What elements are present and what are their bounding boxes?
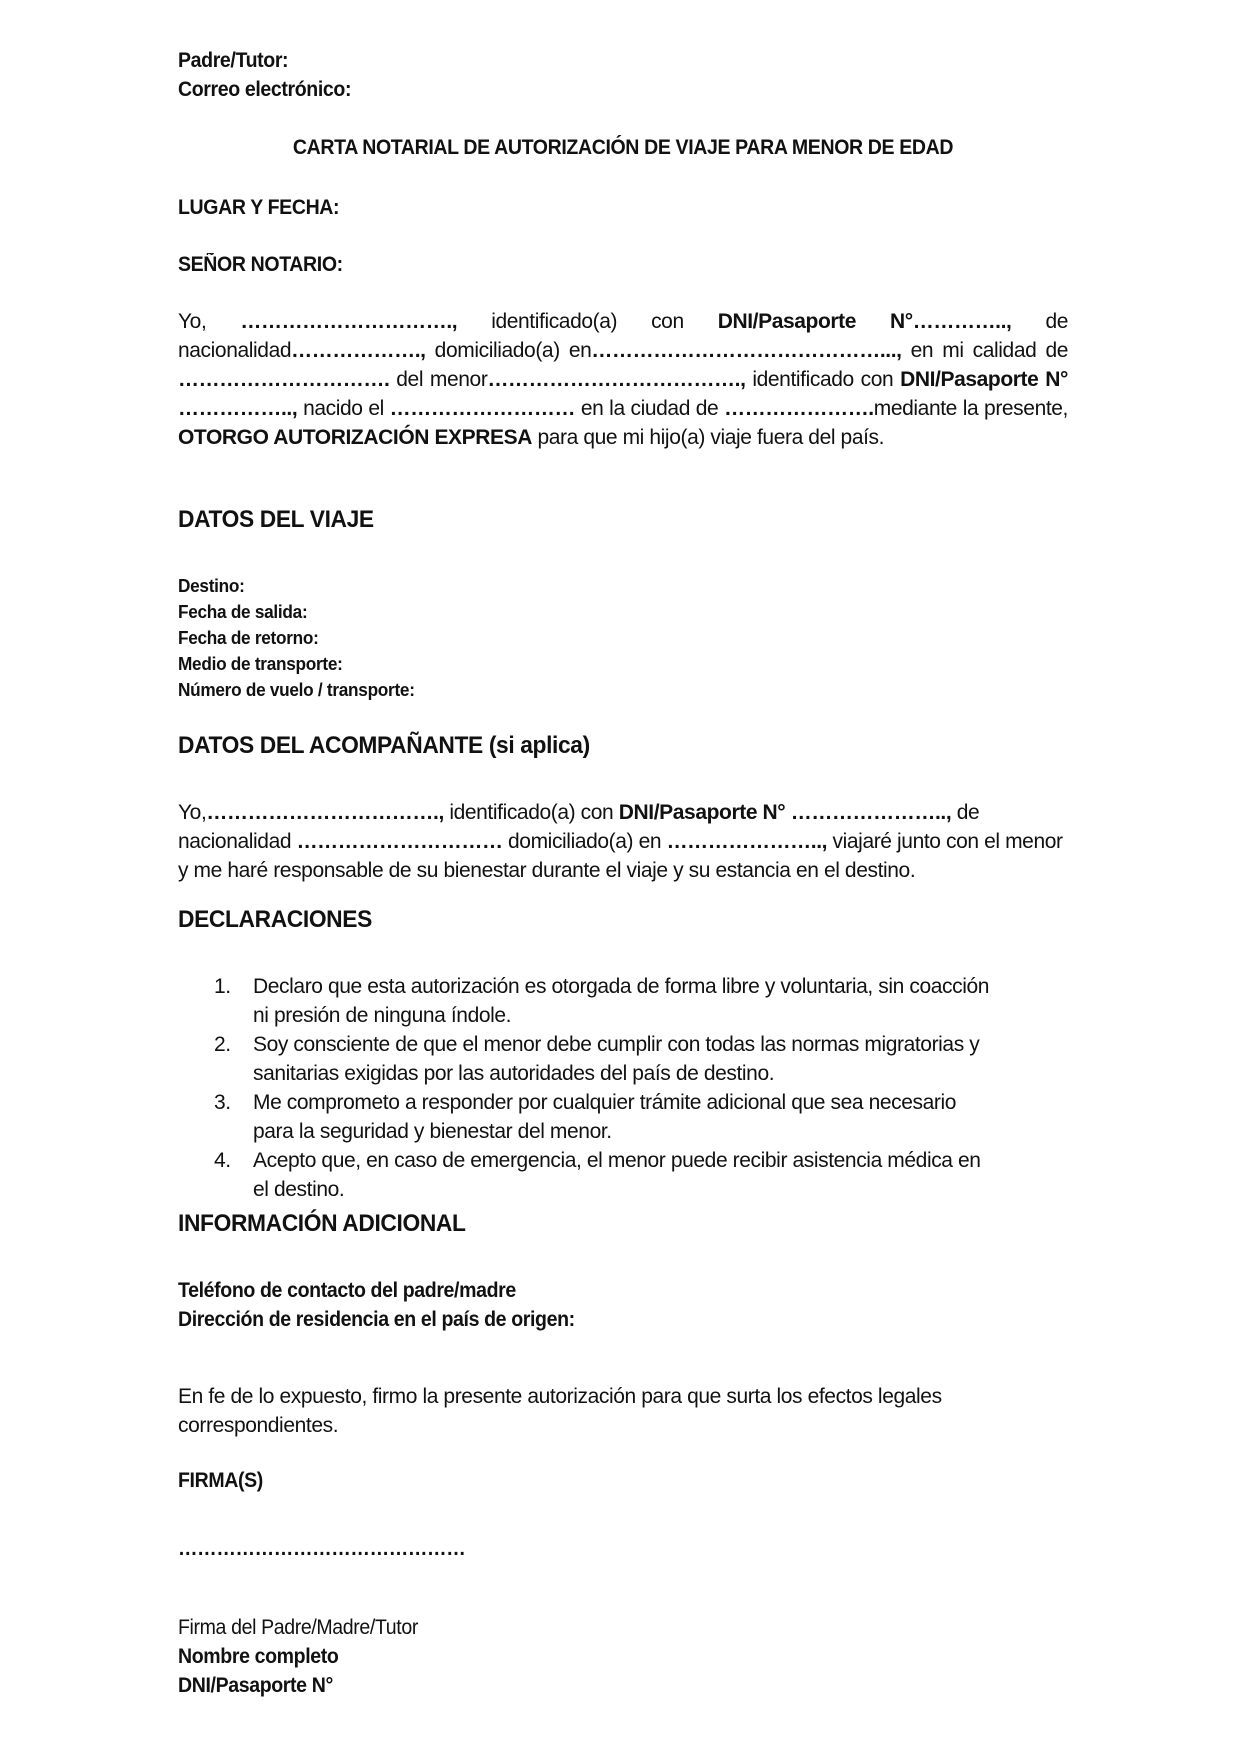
list-item: 3. Me comprometo a responder por cualquier trámite adicional que sea necesario para la seguridad y bienestar del menor.	[214, 1091, 957, 1143]
companion-paragraph: Yo,……………………………., identificado(a) con DNI/Pasaporte N° ………………….., de nacionalidad ………………………… domiciliado(a) en ………………….., viajaré junto con el menor y me haré responsable de su bienestar durante el viaje y su estancia en el destino.	[178, 801, 1063, 882]
trip-field-return: Fecha de retorno:	[178, 627, 319, 648]
trip-field-transport: Medio de transporte:	[178, 653, 343, 674]
document-title: CARTA NOTARIAL DE AUTORIZACIÓN DE VIAJE PARA MENOR DE EDAD	[292, 136, 954, 159]
additional-info-heading: INFORMACIÓN ADICIONAL	[178, 1210, 466, 1237]
closing-paragraph: En fe de lo expuesto, firmo la presente autorización para que surta los efectos legales correspondientes.	[178, 1385, 942, 1437]
trip-fields	[178, 573, 432, 703]
phone-label: Teléfono de contacto del padre/madre	[178, 1279, 516, 1302]
trip-field-flight-number: Número de vuelo / transporte:	[178, 679, 415, 700]
email-label: Correo electrónico:	[178, 78, 352, 101]
trip-heading: DATOS DEL VIAJE	[178, 506, 374, 533]
trip-field-destination: Destino:	[178, 575, 245, 596]
authorization-paragraph: Yo, …………………………., identificado(a) con DNI/Pasaporte N°………….., de nacionalidad………………., domiciliado(a) en……………………………………..., en mi calidad de …………………………. del menor………………………………., identificado con DNI/Pasaporte N° …………….., nacido el ……………………… en la ciudad de ………………….mediante la presente, OTORGO AUTORIZACIÓN EXPRESA para que mi hijo(a) viaje fuera del país.	[178, 310, 1069, 449]
declarations-list	[178, 972, 1068, 1204]
declarations-heading: DECLARACIONES	[178, 906, 372, 933]
list-item: 4. Acepto que, en caso de emergencia, el menor puede recibir asistencia médica en el destino.	[214, 1149, 981, 1201]
full-name-label: Nombre completo	[178, 1645, 339, 1668]
place-date-label: LUGAR Y FECHA:	[178, 196, 340, 219]
list-item: 2. Soy consciente de que el menor debe cumplir con todas las normas migratorias y sanitarias exigidas por las autoridades del país de destino.	[214, 1033, 980, 1085]
dni-label: DNI/Pasaporte N°	[178, 1674, 333, 1697]
signature-heading: FIRMA(S)	[178, 1469, 263, 1492]
address-label: Dirección de residencia en el país de origen:	[178, 1308, 575, 1331]
notary-label: SEÑOR NOTARIO:	[178, 253, 343, 276]
signature-caption: Firma del Padre/Madre/Tutor	[178, 1616, 418, 1639]
trip-field-departure: Fecha de salida:	[178, 601, 308, 622]
companion-heading: DATOS DEL ACOMPAÑANTE (si aplica)	[178, 732, 590, 759]
list-item: 1. Declaro que esta autorización es otorgada de forma libre y voluntaria, sin coacción ni presión de ninguna índole.	[214, 975, 990, 1027]
signature-line: ………………………………………	[178, 1537, 466, 1560]
guardian-label: Padre/Tutor:	[178, 49, 289, 72]
